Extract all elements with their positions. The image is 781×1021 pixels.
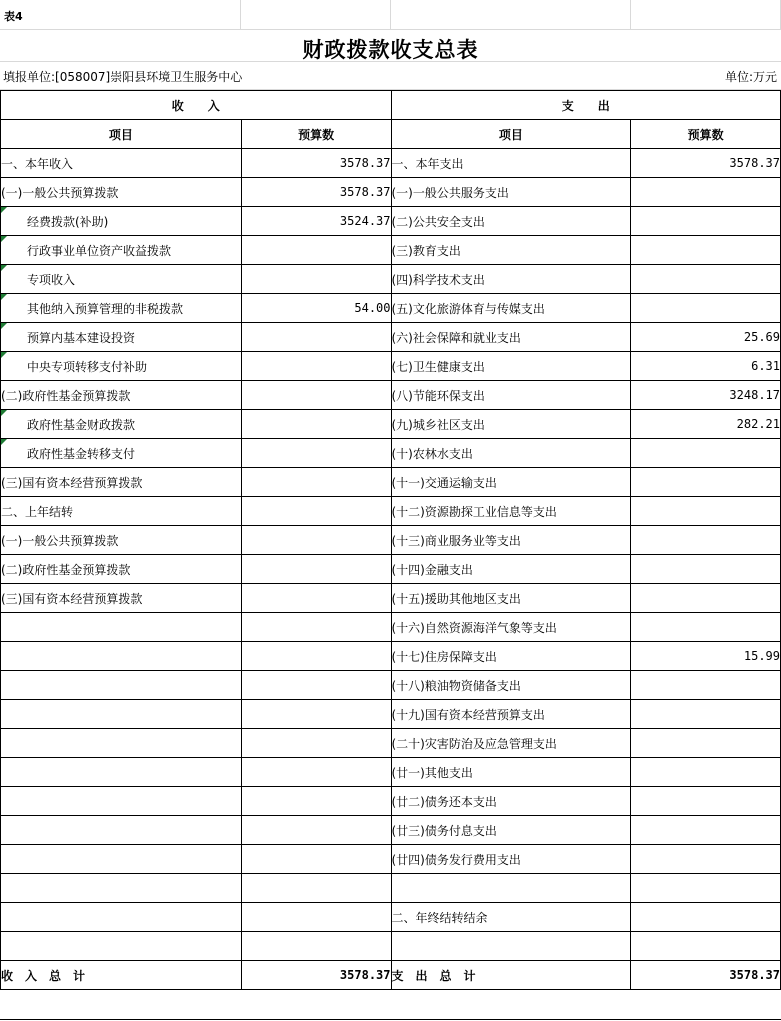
expense-budget-cell[interactable]: 15.99: [631, 642, 781, 671]
expense-budget-cell[interactable]: [631, 294, 781, 323]
expense-item-cell[interactable]: (七)卫生健康支出: [391, 352, 631, 381]
expense-budget-cell[interactable]: [631, 265, 781, 294]
income-total-label[interactable]: 收 入 总 计: [1, 961, 242, 990]
expense-item-cell[interactable]: (三)教育支出: [391, 236, 631, 265]
section-header-row: [1, 91, 781, 120]
income-item-label: (一)一般公共预算拨款: [1, 533, 119, 548]
income-budget-cell[interactable]: [241, 816, 391, 845]
income-item-cell[interactable]: [1, 700, 242, 729]
income-item-cell[interactable]: [1, 439, 242, 468]
expense-budget-cell[interactable]: [631, 439, 781, 468]
expense-budget-cell[interactable]: [631, 526, 781, 555]
income-item-cell[interactable]: [1, 584, 242, 613]
income-item-header: 项目: [1, 120, 242, 149]
expense-item-cell[interactable]: (十一)交通运输支出: [391, 468, 631, 497]
income-budget-cell[interactable]: [241, 903, 391, 932]
expense-item-header: 项目: [391, 120, 631, 149]
table-row: [1, 874, 781, 903]
income-header: 收 入: [1, 91, 392, 120]
income-item-label: 经费拨款(补助): [27, 214, 109, 229]
income-budget-cell[interactable]: [241, 729, 391, 758]
income-budget-cell[interactable]: 54.00: [241, 294, 391, 323]
expense-budget-cell[interactable]: 6.31: [631, 352, 781, 381]
grid-cell: [631, 0, 781, 30]
income-budget-cell[interactable]: [241, 352, 391, 381]
expense-item-cell[interactable]: (十七)住房保障支出: [391, 642, 631, 671]
table-row: [1, 584, 781, 613]
income-item-cell[interactable]: [1, 149, 242, 178]
expense-item-cell[interactable]: (十)农林水支出: [391, 439, 631, 468]
income-budget-cell[interactable]: [241, 381, 391, 410]
expense-item-cell[interactable]: (十八)粮油物资储备支出: [391, 671, 631, 700]
income-budget-cell[interactable]: [241, 410, 391, 439]
income-budget-cell[interactable]: [241, 497, 391, 526]
page-title: 财政拨款收支总表: [302, 38, 479, 62]
expense-budget-cell[interactable]: [631, 236, 781, 265]
expense-item-cell[interactable]: (十二)资源勘探工业信息等支出: [391, 497, 631, 526]
table-row: [1, 439, 781, 468]
table-row: [1, 323, 781, 352]
cell-note-marker: [1, 236, 7, 242]
expense-item-cell[interactable]: (五)文化旅游体育与传媒支出: [391, 294, 631, 323]
income-budget-cell[interactable]: [241, 468, 391, 497]
income-item-cell[interactable]: [1, 729, 242, 758]
income-item-cell[interactable]: [1, 178, 242, 207]
cell-note-marker: [1, 294, 7, 300]
expense-item-cell[interactable]: [391, 932, 631, 961]
expense-budget-cell[interactable]: 3248.17: [631, 381, 781, 410]
expense-budget-cell[interactable]: 3578.37: [631, 149, 781, 178]
income-item-label: 政府性基金转移支付: [27, 446, 136, 461]
income-item-cell[interactable]: [1, 932, 242, 961]
expense-budget-cell[interactable]: [631, 787, 781, 816]
expense-budget-cell[interactable]: [631, 584, 781, 613]
cell-note-marker: [1, 265, 7, 271]
income-item-label: (二)政府性基金预算拨款: [1, 562, 131, 577]
income-item-label: 专项收入: [27, 272, 76, 287]
income-item-label: (三)国有资本经营预算拨款: [1, 475, 143, 490]
grid-cell: [241, 0, 391, 30]
expense-item-cell[interactable]: 二、年终结转结余: [391, 903, 631, 932]
expense-budget-cell[interactable]: [631, 816, 781, 845]
income-item-cell[interactable]: [1, 642, 242, 671]
income-budget-cell[interactable]: 3524.37: [241, 207, 391, 236]
income-item-cell[interactable]: [1, 874, 242, 903]
expense-item-cell[interactable]: (十九)国有资本经营预算支出: [391, 700, 631, 729]
table-row: [1, 932, 781, 961]
expense-budget-cell[interactable]: [631, 845, 781, 874]
table-row: [1, 903, 781, 932]
cell-note-marker: [1, 323, 7, 329]
table-row: [1, 787, 781, 816]
income-item-label: 预算内基本建设投资: [27, 330, 136, 345]
expense-item-cell[interactable]: (九)城乡社区支出: [391, 410, 631, 439]
income-budget-cell[interactable]: [241, 874, 391, 903]
income-item-label: 其他纳入预算管理的非税拨款: [27, 301, 184, 316]
income-budget-cell[interactable]: [241, 932, 391, 961]
income-budget-cell[interactable]: [241, 758, 391, 787]
expense-budget-cell[interactable]: [631, 700, 781, 729]
income-item-cell[interactable]: [1, 903, 242, 932]
expense-total-label[interactable]: 支 出 总 计: [391, 961, 631, 990]
income-item-label: 政府性基金财政拨款: [27, 417, 136, 432]
income-item-cell[interactable]: [1, 497, 242, 526]
sheet-tag: 表4: [4, 10, 23, 23]
sheet-tag-row: [0, 0, 781, 30]
expense-item-cell[interactable]: (八)节能环保支出: [391, 381, 631, 410]
income-item-cell[interactable]: [1, 265, 242, 294]
expense-item-cell[interactable]: (十六)自然资源海洋气象等支出: [391, 613, 631, 642]
expense-item-cell[interactable]: (二十)灾害防治及应急管理支出: [391, 729, 631, 758]
table-row: [1, 207, 781, 236]
grid-cell: [0, 0, 241, 30]
income-item-cell[interactable]: [1, 323, 242, 352]
income-budget-cell[interactable]: 3578.37: [241, 149, 391, 178]
table-row: [1, 555, 781, 584]
income-budget-cell[interactable]: [241, 265, 391, 294]
income-item-label: 二、上年结转: [1, 504, 74, 519]
currency-unit: 单位:万元: [724, 70, 777, 84]
table-row: [1, 845, 781, 874]
expense-item-cell[interactable]: (十五)援助其他地区支出: [391, 584, 631, 613]
expense-item-cell[interactable]: (廿三)债务付息支出: [391, 816, 631, 845]
total-row: [1, 961, 781, 990]
cell-note-marker: [1, 207, 7, 213]
income-budget-cell[interactable]: [241, 845, 391, 874]
expense-budget-cell[interactable]: 25.69: [631, 323, 781, 352]
expense-total-value[interactable]: 3578.37: [631, 961, 781, 990]
table-row: [1, 410, 781, 439]
income-item-cell[interactable]: [1, 816, 242, 845]
income-item-cell[interactable]: [1, 758, 242, 787]
table-row: [1, 236, 781, 265]
income-item-cell[interactable]: [1, 352, 242, 381]
table-row: [1, 700, 781, 729]
income-item-cell[interactable]: [1, 236, 242, 265]
income-budget-cell[interactable]: [241, 671, 391, 700]
cell-note-marker: [1, 352, 7, 358]
table-row: [1, 468, 781, 497]
income-item-label: (三)国有资本经营预算拨款: [1, 591, 143, 606]
income-item-label: 中央专项转移支付补助: [27, 359, 148, 374]
expense-budget-cell[interactable]: 282.21: [631, 410, 781, 439]
expense-budget-header: 预算数: [631, 120, 781, 149]
table-row: [1, 178, 781, 207]
income-budget-cell[interactable]: 3578.37: [241, 178, 391, 207]
expense-header: 支 出: [391, 91, 781, 120]
income-item-cell[interactable]: [1, 671, 242, 700]
column-header-row: [1, 120, 781, 149]
expense-budget-cell[interactable]: [631, 555, 781, 584]
expense-item-cell[interactable]: (廿二)债务还本支出: [391, 787, 631, 816]
income-item-cell[interactable]: [1, 555, 242, 584]
expense-item-cell[interactable]: (廿一)其他支出: [391, 758, 631, 787]
expense-budget-cell[interactable]: [631, 903, 781, 932]
income-budget-cell[interactable]: [241, 787, 391, 816]
income-item-cell[interactable]: [1, 526, 242, 555]
budget-table: [0, 90, 781, 990]
cell-note-marker: [1, 439, 7, 445]
expense-budget-cell[interactable]: [631, 932, 781, 961]
expense-item-cell[interactable]: (六)社会保障和就业支出: [391, 323, 631, 352]
income-item-cell[interactable]: [1, 381, 242, 410]
income-budget-cell[interactable]: [241, 700, 391, 729]
expense-budget-cell[interactable]: [631, 729, 781, 758]
bottom-border: [0, 1019, 781, 1020]
table-row: [1, 671, 781, 700]
table-row: [1, 265, 781, 294]
table-row: [1, 352, 781, 381]
table-row: [1, 729, 781, 758]
income-item-cell[interactable]: [1, 410, 242, 439]
table-row: [1, 149, 781, 178]
expense-budget-cell[interactable]: [631, 178, 781, 207]
table-row: [1, 381, 781, 410]
expense-item-cell[interactable]: (二)公共安全支出: [391, 207, 631, 236]
expense-item-cell[interactable]: (廿四)债务发行费用支出: [391, 845, 631, 874]
table-row: [1, 816, 781, 845]
income-budget-cell[interactable]: [241, 584, 391, 613]
income-budget-cell[interactable]: [241, 236, 391, 265]
income-item-cell[interactable]: [1, 845, 242, 874]
expense-budget-cell[interactable]: [631, 468, 781, 497]
expense-item-cell[interactable]: (十三)商业服务业等支出: [391, 526, 631, 555]
table-row: [1, 526, 781, 555]
expense-item-cell[interactable]: (四)科学技术支出: [391, 265, 631, 294]
income-item-cell[interactable]: [1, 787, 242, 816]
income-item-label: (二)政府性基金预算拨款: [1, 388, 131, 403]
reporting-unit: 填报单位:[058007]崇阳县环境卫生服务中心: [3, 70, 243, 84]
income-budget-cell[interactable]: [241, 323, 391, 352]
table-row: [1, 642, 781, 671]
table-row: [1, 294, 781, 323]
income-budget-cell[interactable]: [241, 642, 391, 671]
income-budget-cell[interactable]: [241, 555, 391, 584]
income-item-cell[interactable]: [1, 294, 242, 323]
expense-budget-cell[interactable]: [631, 613, 781, 642]
expense-budget-cell[interactable]: [631, 671, 781, 700]
income-item-cell[interactable]: [1, 207, 242, 236]
expense-item-cell[interactable]: (十四)金融支出: [391, 555, 631, 584]
expense-item-cell[interactable]: (一)一般公共服务支出: [391, 178, 631, 207]
expense-item-cell[interactable]: [391, 874, 631, 903]
income-item-label: 一、本年收入: [1, 156, 74, 171]
expense-budget-cell[interactable]: [631, 497, 781, 526]
income-item-cell[interactable]: [1, 613, 242, 642]
income-budget-header: 预算数: [241, 120, 391, 149]
cell-note-marker: [1, 410, 7, 416]
income-item-label: (一)一般公共预算拨款: [1, 185, 119, 200]
income-budget-cell[interactable]: [241, 613, 391, 642]
income-total-value[interactable]: 3578.37: [241, 961, 391, 990]
expense-budget-cell[interactable]: [631, 874, 781, 903]
table-row: [1, 613, 781, 642]
expense-budget-cell[interactable]: [631, 207, 781, 236]
income-item-label: 行政事业单位资产收益拨款: [27, 243, 172, 258]
expense-item-cell[interactable]: 一、本年支出: [391, 149, 631, 178]
table-row: [1, 497, 781, 526]
table-row: [1, 758, 781, 787]
income-item-cell[interactable]: [1, 468, 242, 497]
income-budget-cell[interactable]: [241, 439, 391, 468]
grid-cell: [391, 0, 631, 30]
income-budget-cell[interactable]: [241, 526, 391, 555]
expense-budget-cell[interactable]: [631, 758, 781, 787]
